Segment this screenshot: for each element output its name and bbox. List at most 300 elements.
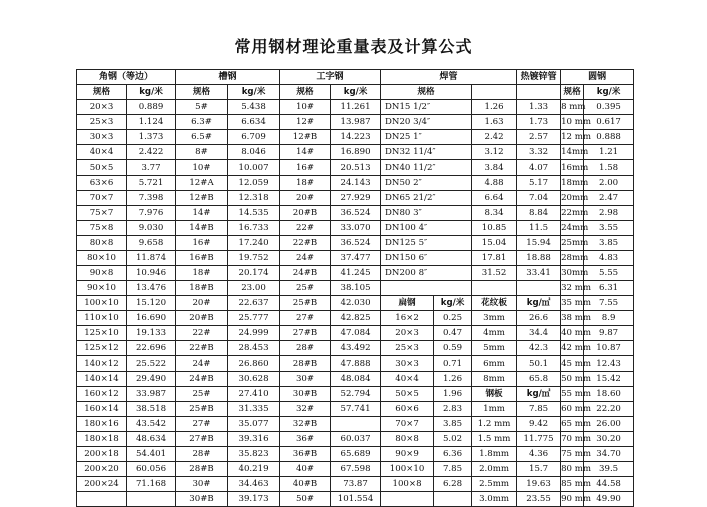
round-weight-cell: 0.395 xyxy=(584,100,634,115)
table-row xyxy=(77,100,634,115)
ibeam-weight-cell: 65.689 xyxy=(331,446,381,461)
galvanized-pipe-weight-cell: 33.41 xyxy=(517,266,561,281)
angle-weight-cell: 48.634 xyxy=(127,431,176,446)
steel-plate-header: 钢板 xyxy=(472,386,517,401)
pipe-spec-cell: DN25 1″ xyxy=(381,130,472,145)
channel-weight-cell: 19.752 xyxy=(228,250,280,265)
round-weight-cell: 39.5 xyxy=(584,462,634,477)
plate-weight-cell: 26.6 xyxy=(517,311,561,326)
galvanized-pipe-weight-cell: 1.73 xyxy=(517,115,561,130)
round-spec-cell: 8 mm xyxy=(561,100,584,115)
pipe-spec-cell: DN200 8″ xyxy=(381,266,472,281)
flat-steel-spec-cell: 60×6 xyxy=(381,401,434,416)
channel-spec-cell: 16#B xyxy=(176,250,228,265)
plate-weight-cell: 34.4 xyxy=(517,326,561,341)
group-channel-steel: 槽钢 xyxy=(176,70,280,85)
angle-weight-cell: 3.77 xyxy=(127,160,176,175)
angle-weight-cell: 5.721 xyxy=(127,175,176,190)
ibeam-spec-cell: 10# xyxy=(280,100,331,115)
ibeam-spec-cell: 32#B xyxy=(280,416,331,431)
ibeam-weight-cell: 13.987 xyxy=(331,115,381,130)
ibeam-weight-cell: 41.245 xyxy=(331,266,381,281)
angle-weight-cell: 25.522 xyxy=(127,356,176,371)
angle-weight-cell: 10.946 xyxy=(127,266,176,281)
round-spec-cell: 24mm xyxy=(561,220,584,235)
angle-spec-cell: 30×3 xyxy=(77,130,127,145)
flat-steel-weight-cell: 5.02 xyxy=(434,431,472,446)
flat-steel-weight-cell: 0.59 xyxy=(434,341,472,356)
group-welded-pipe: 焊管 xyxy=(381,70,517,85)
group-round-steel: 圆钢 xyxy=(561,70,634,85)
channel-weight-cell: 12.318 xyxy=(228,190,280,205)
angle-spec-cell: 63×6 xyxy=(77,175,127,190)
ibeam-spec-cell: 22# xyxy=(280,220,331,235)
table-row xyxy=(77,296,634,311)
ibeam-spec-cell: 12#B xyxy=(280,130,331,145)
ibeam-weight-header: kg/米 xyxy=(331,85,381,100)
pipe-spec-cell: DN80 3″ xyxy=(381,205,472,220)
plate-weight-cell: 4.36 xyxy=(517,446,561,461)
angle-weight-header: kg/米 xyxy=(127,85,176,100)
table-row xyxy=(77,326,634,341)
angle-weight-cell: 13.476 xyxy=(127,281,176,296)
angle-spec-cell: 80×8 xyxy=(77,235,127,250)
channel-weight-cell: 27.410 xyxy=(228,386,280,401)
round-spec-cell: 42 mm xyxy=(561,341,584,356)
table-row xyxy=(77,145,634,160)
flat-steel-spec-cell: 16×2 xyxy=(381,311,434,326)
channel-weight-cell: 12.059 xyxy=(228,175,280,190)
ibeam-spec-cell: 50# xyxy=(280,492,331,507)
plate-thickness-cell: 4mm xyxy=(472,326,517,341)
welded-pipe-weight-cell: 3.84 xyxy=(472,160,517,175)
galvanized-pipe-weight-cell: 7.04 xyxy=(517,190,561,205)
plate-thickness-cell: 5mm xyxy=(472,341,517,356)
channel-weight-header: kg/米 xyxy=(228,85,280,100)
table-row xyxy=(77,266,634,281)
round-weight-cell: 22.20 xyxy=(584,401,634,416)
welded-pipe-weight-cell: 2.42 xyxy=(472,130,517,145)
flat-steel-spec-cell: 40×4 xyxy=(381,371,434,386)
angle-weight-cell: 0.889 xyxy=(127,100,176,115)
plate-thickness-cell: 8mm xyxy=(472,371,517,386)
ibeam-spec-cell: 25#B xyxy=(280,296,331,311)
angle-weight-cell: 38.518 xyxy=(127,401,176,416)
channel-spec-cell: 18# xyxy=(176,266,228,281)
galvanized-pipe-weight-cell: 8.84 xyxy=(517,205,561,220)
round-spec-cell: 32 mm xyxy=(561,281,584,296)
angle-weight-cell: 1.124 xyxy=(127,115,176,130)
flat-steel-weight-cell: 6.28 xyxy=(434,477,472,492)
round-spec-cell: 55 mm xyxy=(561,386,584,401)
round-spec-cell: 25mm xyxy=(561,235,584,250)
angle-spec-cell: 125×12 xyxy=(77,341,127,356)
pipe-spec-cell: DN40 11/2″ xyxy=(381,160,472,175)
channel-weight-cell: 35.823 xyxy=(228,446,280,461)
channel-weight-cell: 20.174 xyxy=(228,266,280,281)
ibeam-weight-cell: 42.825 xyxy=(331,311,381,326)
ibeam-spec-cell: 40#B xyxy=(280,477,331,492)
angle-spec-cell: 200×18 xyxy=(77,446,127,461)
angle-spec-cell: 110×10 xyxy=(77,311,127,326)
table-row xyxy=(77,386,634,401)
ibeam-spec-cell: 12# xyxy=(280,115,331,130)
table-row xyxy=(77,220,634,235)
flat-steel-spec-cell: 25×3 xyxy=(381,341,434,356)
channel-spec-cell: 20#B xyxy=(176,311,228,326)
plate-thickness-cell: 1.2 mm xyxy=(472,416,517,431)
galvanized-pipe-weight-cell: 11.5 xyxy=(517,220,561,235)
ibeam-weight-cell: 16.890 xyxy=(331,145,381,160)
flat-steel-weight-cell xyxy=(434,492,472,507)
galvanized-pipe-weight-cell: 18.88 xyxy=(517,250,561,265)
galvanized-pipe-weight-cell: 1.33 xyxy=(517,100,561,115)
ibeam-weight-cell: 67.598 xyxy=(331,462,381,477)
plate-thickness-cell: 1.5 mm xyxy=(472,431,517,446)
angle-spec-cell: 20×3 xyxy=(77,100,127,115)
ibeam-spec-cell: 16# xyxy=(280,160,331,175)
plate-thickness-cell: 1.8mm xyxy=(472,446,517,461)
round-weight-cell: 0.617 xyxy=(584,115,634,130)
round-spec-cell: 40 mm xyxy=(561,326,584,341)
channel-spec-cell: 16# xyxy=(176,235,228,250)
group-i-beam: 工字钢 xyxy=(280,70,381,85)
checker-plate-header: 花纹板 xyxy=(472,296,517,311)
group-header-row xyxy=(77,70,634,85)
round-spec-cell: 30mm xyxy=(561,266,584,281)
ibeam-weight-cell: 42.030 xyxy=(331,296,381,311)
table-row xyxy=(77,401,634,416)
table-row xyxy=(77,190,634,205)
channel-spec-cell: 6.5# xyxy=(176,130,228,145)
pipe-spec-cell: DN150 6″ xyxy=(381,250,472,265)
ibeam-spec-header: 规格 xyxy=(280,85,331,100)
pipe-spec-cell: DN100 4″ xyxy=(381,220,472,235)
ibeam-spec-cell: 36# xyxy=(280,431,331,446)
round-spec-cell: 38 mm xyxy=(561,311,584,326)
angle-spec-cell: 140×14 xyxy=(77,371,127,386)
ibeam-spec-cell: 24# xyxy=(280,250,331,265)
channel-weight-cell: 10.007 xyxy=(228,160,280,175)
table-row xyxy=(77,175,634,190)
round-weight-cell: 3.85 xyxy=(584,235,634,250)
table-row xyxy=(77,311,634,326)
group-galvanized-pipe: 热镀锌管 xyxy=(517,70,561,85)
round-weight-cell: 26.00 xyxy=(584,416,634,431)
ibeam-spec-cell: 28#B xyxy=(280,356,331,371)
galvanized-pipe-weight-cell: 3.32 xyxy=(517,145,561,160)
table-row xyxy=(77,416,634,431)
round-weight-cell: 2.47 xyxy=(584,190,634,205)
channel-spec-cell: 6.3# xyxy=(176,115,228,130)
angle-spec-cell: 50×5 xyxy=(77,160,127,175)
steel-plate-weight-header: kg/㎡ xyxy=(517,386,561,401)
table-row xyxy=(77,477,634,492)
round-spec-cell: 20mm xyxy=(561,190,584,205)
plate-weight-cell: 42.3 xyxy=(517,341,561,356)
table-row xyxy=(77,115,634,130)
channel-spec-cell: 25#B xyxy=(176,401,228,416)
table-row xyxy=(77,341,634,356)
round-spec-cell: 50 mm xyxy=(561,371,584,386)
flat-steel-weight-cell: 3.85 xyxy=(434,416,472,431)
angle-spec-cell: 140×12 xyxy=(77,356,127,371)
table-row xyxy=(77,160,634,175)
plate-weight-cell: 23.55 xyxy=(517,492,561,507)
ibeam-spec-cell: 20#B xyxy=(280,205,331,220)
welded-pipe-weight-cell: 31.52 xyxy=(472,266,517,281)
table-row xyxy=(77,130,634,145)
ibeam-weight-cell: 57.741 xyxy=(331,401,381,416)
angle-spec-cell: 200×24 xyxy=(77,477,127,492)
round-weight-cell: 0.888 xyxy=(584,130,634,145)
flat-steel-spec-cell: 30×3 xyxy=(381,356,434,371)
channel-weight-cell: 35.077 xyxy=(228,416,280,431)
table-row xyxy=(77,371,634,386)
round-spec-cell: 35 mm xyxy=(561,296,584,311)
galvanized-pipe-weight-cell: 4.07 xyxy=(517,160,561,175)
channel-spec-cell: 20# xyxy=(176,296,228,311)
angle-weight-cell: 11.874 xyxy=(127,250,176,265)
round-weight-cell: 18.60 xyxy=(584,386,634,401)
welded-pipe-weight-cell: 6.64 xyxy=(472,190,517,205)
angle-spec-cell: 75×7 xyxy=(77,205,127,220)
channel-weight-cell: 25.777 xyxy=(228,311,280,326)
ibeam-weight-cell: 52.794 xyxy=(331,386,381,401)
table-row xyxy=(77,462,634,477)
round-weight-cell: 6.31 xyxy=(584,281,634,296)
ibeam-weight-cell: 36.524 xyxy=(331,205,381,220)
angle-spec-cell: 40×4 xyxy=(77,145,127,160)
flat-steel-spec-cell: 20×3 xyxy=(381,326,434,341)
table-row xyxy=(77,356,634,371)
pipe-spec-cell: DN125 5″ xyxy=(381,235,472,250)
angle-spec-cell: 100×10 xyxy=(77,296,127,311)
welded-pipe-weight-cell: 1.63 xyxy=(472,115,517,130)
round-spec-cell: 80 mm xyxy=(561,462,584,477)
ibeam-weight-cell: 48.084 xyxy=(331,371,381,386)
angle-spec-cell: 80×10 xyxy=(77,250,127,265)
round-weight-cell: 49.90 xyxy=(584,492,634,507)
channel-spec-cell: 14# xyxy=(176,205,228,220)
angle-spec-cell: 125×10 xyxy=(77,326,127,341)
ibeam-weight-cell: 47.888 xyxy=(331,356,381,371)
angle-spec-cell: 160×12 xyxy=(77,386,127,401)
round-weight-cell: 10.87 xyxy=(584,341,634,356)
angle-weight-cell: 19.133 xyxy=(127,326,176,341)
flat-steel-spec-cell: 100×8 xyxy=(381,477,434,492)
welded-pipe-weight-cell: 17.81 xyxy=(472,250,517,265)
angle-spec-cell: 180×16 xyxy=(77,416,127,431)
round-spec-cell: 90 mm xyxy=(561,492,584,507)
pipe-spec-header: 规格 xyxy=(381,85,472,100)
empty-cell xyxy=(381,281,472,296)
plate-thickness-cell: 3.0mm xyxy=(472,492,517,507)
round-spec-cell: 45 mm xyxy=(561,356,584,371)
channel-weight-cell: 23.00 xyxy=(228,281,280,296)
channel-spec-cell: 25# xyxy=(176,386,228,401)
round-spec-cell: 16mm xyxy=(561,160,584,175)
angle-spec-cell: 70×7 xyxy=(77,190,127,205)
ibeam-weight-cell: 43.492 xyxy=(331,341,381,356)
angle-weight-cell: 29.490 xyxy=(127,371,176,386)
flat-steel-weight-cell: 0.25 xyxy=(434,311,472,326)
angle-weight-cell: 43.542 xyxy=(127,416,176,431)
ibeam-spec-cell: 18# xyxy=(280,175,331,190)
galvanized-pipe-weight-cell: 15.94 xyxy=(517,235,561,250)
channel-weight-cell: 16.733 xyxy=(228,220,280,235)
angle-weight-cell: 22.696 xyxy=(127,341,176,356)
channel-spec-cell: 24#B xyxy=(176,371,228,386)
round-weight-cell: 44.58 xyxy=(584,477,634,492)
angle-weight-cell: 7.398 xyxy=(127,190,176,205)
channel-spec-cell: 27#B xyxy=(176,431,228,446)
channel-spec-cell: 30#B xyxy=(176,492,228,507)
plate-thickness-cell: 1mm xyxy=(472,401,517,416)
round-weight-cell: 30.20 xyxy=(584,431,634,446)
ibeam-spec-cell: 30# xyxy=(280,371,331,386)
round-weight-cell: 8.9 xyxy=(584,311,634,326)
table-row xyxy=(77,446,634,461)
channel-weight-cell: 39.316 xyxy=(228,431,280,446)
round-weight-cell: 3.55 xyxy=(584,220,634,235)
ibeam-spec-cell: 27# xyxy=(280,311,331,326)
channel-spec-cell: 27# xyxy=(176,416,228,431)
angle-weight-cell: 9.658 xyxy=(127,235,176,250)
welded-pipe-weight-header xyxy=(472,85,517,100)
galvanized-pipe-weight-cell: 5.17 xyxy=(517,175,561,190)
flat-steel-spec-cell: 50×5 xyxy=(381,386,434,401)
channel-weight-cell: 8.046 xyxy=(228,145,280,160)
channel-spec-header: 规格 xyxy=(176,85,228,100)
round-spec-cell: 60 mm xyxy=(561,401,584,416)
angle-spec-cell: 200×20 xyxy=(77,462,127,477)
ibeam-spec-cell: 30#B xyxy=(280,386,331,401)
round-weight-cell: 1.21 xyxy=(584,145,634,160)
welded-pipe-weight-cell: 15.04 xyxy=(472,235,517,250)
channel-spec-cell: 30# xyxy=(176,477,228,492)
table-row xyxy=(77,281,634,296)
channel-weight-cell: 24.999 xyxy=(228,326,280,341)
channel-spec-cell: 18#B xyxy=(176,281,228,296)
channel-spec-cell: 28#B xyxy=(176,462,228,477)
ibeam-spec-cell: 32# xyxy=(280,401,331,416)
round-spec-cell: 85 mm xyxy=(561,477,584,492)
round-weight-cell: 5.55 xyxy=(584,266,634,281)
ibeam-weight-cell: 20.513 xyxy=(331,160,381,175)
ibeam-spec-cell: 24#B xyxy=(280,266,331,281)
pipe-spec-cell: DN50 2″ xyxy=(381,175,472,190)
plate-weight-cell: 15.7 xyxy=(517,462,561,477)
channel-weight-cell: 6.634 xyxy=(228,115,280,130)
plate-weight-cell: 19.63 xyxy=(517,477,561,492)
column-header-row xyxy=(77,85,634,100)
flat-steel-spec-cell: 80×8 xyxy=(381,431,434,446)
round-weight-cell: 15.42 xyxy=(584,371,634,386)
channel-spec-cell: 10# xyxy=(176,160,228,175)
ibeam-weight-cell: 47.084 xyxy=(331,326,381,341)
ibeam-weight-cell: 38.105 xyxy=(331,281,381,296)
ibeam-spec-cell: 40# xyxy=(280,462,331,477)
plate-weight-cell: 11.775 xyxy=(517,431,561,446)
channel-weight-cell: 5.438 xyxy=(228,100,280,115)
channel-spec-cell: 14#B xyxy=(176,220,228,235)
angle-weight-cell xyxy=(127,492,176,507)
angle-weight-cell: 7.976 xyxy=(127,205,176,220)
round-weight-cell: 1.58 xyxy=(584,160,634,175)
channel-weight-cell: 31.335 xyxy=(228,401,280,416)
channel-weight-cell: 28.453 xyxy=(228,341,280,356)
ibeam-spec-cell: 28# xyxy=(280,341,331,356)
ibeam-weight-cell: 73.87 xyxy=(331,477,381,492)
group-angle-steel: 角钢（等边） xyxy=(77,70,176,85)
round-spec-cell: 14mm xyxy=(561,145,584,160)
ibeam-weight-cell: 11.261 xyxy=(331,100,381,115)
channel-spec-cell: 12#B xyxy=(176,190,228,205)
flat-steel-weight-cell: 1.96 xyxy=(434,386,472,401)
angle-spec-cell: 90×10 xyxy=(77,281,127,296)
round-weight-cell: 2.00 xyxy=(584,175,634,190)
steel-weight-table xyxy=(76,69,634,507)
round-weight-cell: 12.43 xyxy=(584,356,634,371)
table-row xyxy=(77,205,634,220)
welded-pipe-weight-cell: 4.88 xyxy=(472,175,517,190)
channel-weight-cell: 14.535 xyxy=(228,205,280,220)
round-weight-header: kg/米 xyxy=(584,85,634,100)
table-body xyxy=(77,70,634,507)
ibeam-weight-cell: 36.524 xyxy=(331,235,381,250)
angle-weight-cell: 71.168 xyxy=(127,477,176,492)
angle-spec-header: 规格 xyxy=(77,85,127,100)
table-row xyxy=(77,492,634,507)
channel-spec-cell: 5# xyxy=(176,100,228,115)
channel-spec-cell: 22# xyxy=(176,326,228,341)
angle-spec-cell xyxy=(77,492,127,507)
channel-weight-cell: 17.240 xyxy=(228,235,280,250)
round-weight-cell: 7.55 xyxy=(584,296,634,311)
flat-steel-spec-cell: 100×10 xyxy=(381,462,434,477)
channel-spec-cell: 12#A xyxy=(176,175,228,190)
table-row xyxy=(77,431,634,446)
pipe-spec-cell: DN32 11/4″ xyxy=(381,145,472,160)
round-weight-cell: 2.98 xyxy=(584,205,634,220)
angle-weight-cell: 15.120 xyxy=(127,296,176,311)
angle-weight-cell: 60.056 xyxy=(127,462,176,477)
ibeam-spec-cell: 22#B xyxy=(280,235,331,250)
angle-spec-cell: 160×14 xyxy=(77,401,127,416)
channel-spec-cell: 24# xyxy=(176,356,228,371)
channel-weight-cell: 39.173 xyxy=(228,492,280,507)
ibeam-weight-cell: 37.477 xyxy=(331,250,381,265)
angle-weight-cell: 33.987 xyxy=(127,386,176,401)
welded-pipe-weight-cell: 3.12 xyxy=(472,145,517,160)
channel-spec-cell: 22#B xyxy=(176,341,228,356)
plate-thickness-cell: 2.5mm xyxy=(472,477,517,492)
flat-steel-weight-cell: 0.71 xyxy=(434,356,472,371)
page-title: 常用钢材理论重量表及计算公式 xyxy=(234,37,473,56)
angle-weight-cell: 2.422 xyxy=(127,145,176,160)
round-spec-cell: 22mm xyxy=(561,205,584,220)
round-weight-cell: 9.87 xyxy=(584,326,634,341)
round-spec-cell: 10 mm xyxy=(561,115,584,130)
ibeam-spec-cell: 36#B xyxy=(280,446,331,461)
galvanized-pipe-weight-header xyxy=(517,85,561,100)
welded-pipe-weight-cell: 10.85 xyxy=(472,220,517,235)
ibeam-weight-cell: 24.143 xyxy=(331,175,381,190)
round-spec-cell: 12 mm xyxy=(561,130,584,145)
round-spec-cell: 75 mm xyxy=(561,446,584,461)
table-row xyxy=(77,250,634,265)
